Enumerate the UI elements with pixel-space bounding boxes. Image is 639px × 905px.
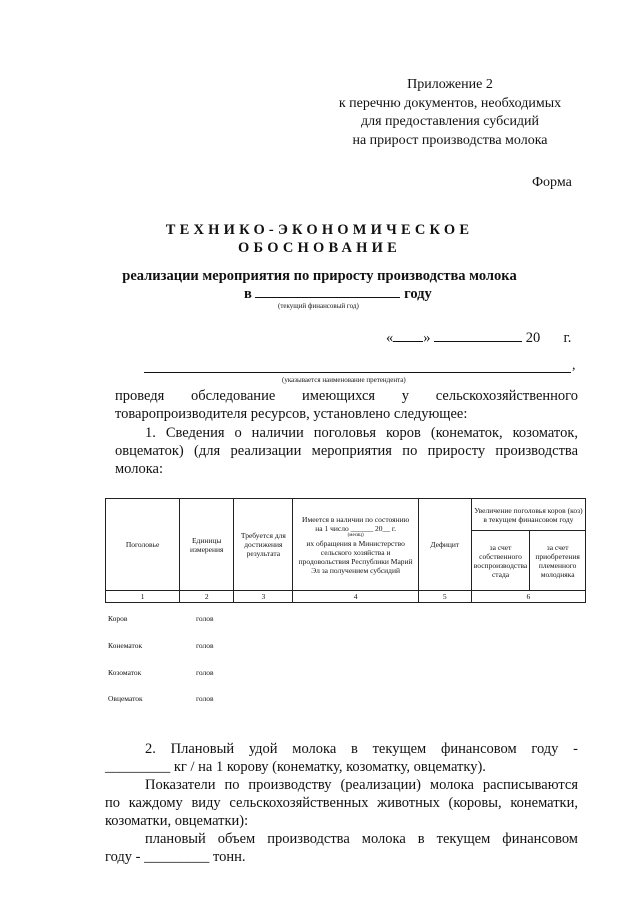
day-blank (393, 329, 423, 342)
para4-line1: плановый объем производства молока в текущем финансовом (145, 831, 578, 847)
form-label: Форма (532, 175, 572, 190)
header-livestock: Поголовье (106, 499, 180, 591)
row-label-cows: Коров (108, 614, 128, 623)
para3-line3: козоматки, овцематки): (105, 813, 249, 829)
col-number: 4 (293, 591, 418, 603)
document-title-line1: ТЕХНИКО-ЭКОНОМИЧЕСКОЕ (165, 222, 474, 238)
applicant-name-line (144, 372, 571, 373)
para3-line1: Показатели по производству (реализации) молока расписываются (145, 777, 578, 793)
col-number: 2 (180, 591, 234, 603)
appendix-header (300, 76, 600, 150)
row-unit-mares: голов (196, 641, 214, 650)
year-caption: (текущий финансовый год) (278, 302, 359, 310)
row-unit-ewes: голов (196, 694, 214, 703)
document-title-line2: ОБОСНОВАНИЕ (238, 240, 401, 256)
appendix-line: для предоставления субсидий (360, 114, 540, 129)
header-deficit: Дефицит (418, 499, 471, 591)
col-number: 3 (234, 591, 293, 603)
intro-line2: товаропроизводителя ресурсов, установлено следующее: (115, 406, 468, 422)
col-number: 5 (418, 591, 471, 603)
date-field (386, 329, 571, 347)
header-own-reproduction: за счет собственного воспроизводства стада (471, 531, 529, 591)
year-prefix: в (244, 286, 252, 302)
applicant-comma: , (572, 358, 576, 373)
col-number: 6 (471, 591, 585, 603)
item2-line1: 2. Плановый удой молока в текущем финансовом году - (145, 741, 578, 757)
header-available-a: Имеется в наличии по состоянию (302, 514, 410, 524)
item2-line2: _________ кг / на 1 корову (конематку, козоматку, овцематку). (105, 759, 486, 775)
row-label-mares: Конематок (108, 641, 143, 650)
item1-line2: овцематок) (для реализации мероприятия по приросту производства (115, 443, 578, 459)
date-year-suffix: г. (563, 330, 572, 346)
year-field (244, 285, 432, 303)
year-suffix: году (404, 286, 432, 302)
intro-line1: проведя обследование имеющихся у сельскохозяйственного (115, 388, 578, 404)
header-available-month: (месяц) (347, 532, 364, 538)
document-subtitle: реализации мероприятия по приросту производства молока (122, 268, 517, 284)
header-required: Требуется для достижения результата (234, 499, 293, 591)
appendix-line: на прирост производства молока (352, 132, 548, 148)
appendix-line: Приложение 2 (407, 77, 493, 92)
item1-line3: молока: (115, 461, 164, 477)
livestock-table (105, 498, 586, 603)
header-purchase: за счет приобретения племенного молодняка (530, 531, 586, 591)
year-blank (255, 285, 400, 298)
date-century: 20 (525, 330, 541, 346)
date-close-quote: » (423, 330, 431, 346)
para4-line2: году - _________ тонн. (105, 849, 246, 865)
header-available-b: на 1 число ______ 20__ г. (315, 523, 396, 533)
row-unit-goats: голов (196, 668, 214, 677)
month-blank (434, 329, 522, 342)
header-available (293, 499, 418, 591)
applicant-caption: (указывается наименование претендента) (282, 376, 406, 384)
row-unit-cows: голов (196, 614, 214, 623)
para3-line2: по каждому виду сельскохозяйственных животных (коровы, конематки, (105, 795, 578, 811)
header-increase: Увеличение поголовья коров (коз) в текущем финансовом году (471, 499, 585, 531)
item1-line1: 1. Сведения о наличии поголовья коров (конематок, козоматок, (145, 425, 578, 441)
header-available-c: их обращения в Министерство сельского хозяйства и продовольствия Республики Марий Эл за получением субсидий (298, 538, 413, 575)
row-label-ewes: Овцематок (108, 694, 143, 703)
header-units: Единицы измерения (180, 499, 234, 591)
col-number: 1 (106, 591, 180, 603)
appendix-line: к перечню документов, необходимых (338, 95, 562, 111)
date-open-quote: « (386, 330, 394, 346)
row-label-goats: Козоматок (108, 668, 142, 677)
